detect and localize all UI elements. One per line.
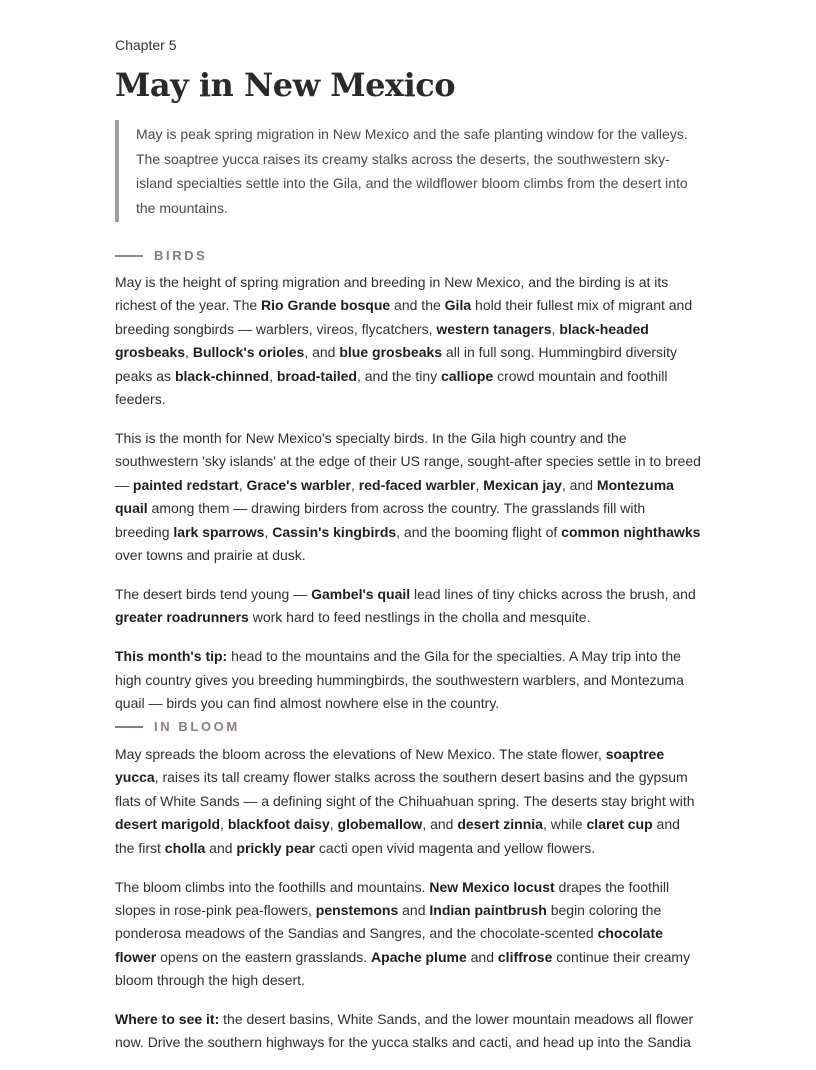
emphasis-text: Rio Grande bosque [261, 297, 391, 314]
text-run: May spreads the bloom across the elevations of New Mexico. The state flower, [115, 746, 606, 762]
text-run: , and [561, 476, 597, 493]
emphasis-text: penstemons [315, 901, 399, 918]
emphasis-text: Gila [444, 297, 472, 314]
bloom-paragraph-1 [115, 743, 703, 860]
text-run: , [269, 367, 277, 384]
text-run: lead lines of tiny chicks across the brush, and [410, 585, 696, 602]
text-run: , raises its tall creamy flower stalks across the southern desert basins and the gypsum flats of White Sands — a defining sight of the Chihuahuan spring. The deserts stay bright with [115, 769, 695, 809]
text-run: , [475, 476, 484, 493]
emphasis-text: desert marigold [115, 816, 221, 833]
text-run: head to the mountains and the Gila for the specialties. A May trip into the high country gives you breeding hummingbirds, the southwestern warblers, and Montezuma quail — birds you can find almost nowhere else in the country. [115, 648, 684, 711]
heading-rule [115, 255, 143, 257]
bloom-paragraph-2 [115, 876, 703, 993]
text-run: , [264, 523, 273, 540]
text-run: and [466, 948, 498, 965]
text-run: and [205, 839, 237, 856]
emphasis-text: prickly pear [236, 839, 316, 856]
birds-tip-paragraph [115, 645, 703, 715]
emphasis-text: desert zinnia [457, 816, 543, 833]
text-run: , and the tiny [356, 367, 442, 384]
emphasis-text: calliope [441, 367, 494, 384]
emphasis-text: This month's tip: [115, 648, 228, 665]
birds-paragraph-3 [115, 583, 703, 630]
text-run: , and [422, 816, 458, 833]
bloom-heading-label: IN BLOOM [154, 719, 240, 734]
text-run: The desert birds tend young — [115, 585, 312, 602]
text-run: all in full song. Hummingbird diversity peaks as [115, 344, 678, 384]
emphasis-text: Apache plume [371, 948, 467, 965]
emphasis-text: broad-tailed [276, 367, 357, 384]
bloom-where-paragraph [115, 1008, 703, 1055]
text-run: begin coloring the ponderosa meadows of the Sandias and Sangres, and the chocolate-scented [115, 901, 662, 942]
emphasis-text: Indian paintbrush [429, 901, 547, 918]
text-run: , [185, 344, 193, 361]
emphasis-text: red-faced warbler [358, 476, 476, 493]
text-run: and [398, 901, 430, 918]
page-title: May in New Mexico [115, 66, 456, 104]
emphasis-text: New Mexico locust [429, 878, 555, 895]
emphasis-text: lark sparrows [173, 523, 265, 540]
emphasis-text: western tanagers [436, 320, 552, 337]
emphasis-text: Bullock's orioles [192, 344, 305, 361]
text-run: cacti open vivid magenta and yellow flowers. [315, 839, 596, 856]
text-run: work hard to feed nestlings in the cholla and mesquite. [248, 609, 591, 626]
intro-quote [115, 120, 703, 222]
emphasis-text: Montezuma quail [115, 476, 674, 517]
text-run: and the [390, 297, 445, 314]
emphasis-text: blue grosbeaks [339, 344, 443, 361]
birds-paragraph-2 [115, 427, 703, 567]
text-run: opens on the eastern grasslands. [156, 948, 372, 965]
text-run: , while [542, 816, 587, 833]
birds-section [115, 271, 703, 731]
text-run: , [351, 476, 359, 493]
emphasis-text: soaptree yucca [115, 746, 665, 786]
text-run: , and the booming flight of [396, 523, 562, 540]
chapter-label: Chapter 5 [115, 37, 177, 53]
text-run: and the first [115, 816, 680, 856]
text-run: May is the height of spring migration and breeding in New Mexico, and the birding is at its richest of the year. The [115, 274, 669, 314]
text-run: among them — drawing birders from across the country. The grasslands fill with breeding [115, 500, 646, 540]
emphasis-text: chocolate flower [115, 925, 663, 965]
text-run: , [238, 476, 247, 493]
birds-paragraph-1 [115, 271, 703, 411]
emphasis-text: Mexican jay [483, 476, 562, 493]
emphasis-text: cliffrose [497, 948, 553, 965]
emphasis-text: cholla [164, 839, 206, 856]
emphasis-text: Grace's warbler [246, 476, 351, 493]
emphasis-text: black-headed grosbeaks [115, 320, 649, 361]
text-run: hold their fullest mix of migrant and breeding songbirds — warblers, vireos, flycatchers, [115, 297, 693, 337]
text-run: , [329, 816, 338, 833]
emphasis-text: black-chinned [174, 367, 270, 384]
emphasis-text: Cassin's kingbirds [272, 523, 397, 540]
text-run: , [551, 320, 560, 337]
text-run: the desert basins, White Sands, and the lower mountain meadows all flower now. Drive the southern highways for the yucca stalks and cacti, and head up into the Sandia [115, 1011, 694, 1051]
text-run: , and [304, 344, 340, 361]
birds-heading-label: BIRDS [154, 248, 208, 263]
emphasis-text: globemallow [337, 816, 423, 833]
emphasis-text: Where to see it: [115, 1011, 220, 1028]
text-run: , [220, 816, 228, 833]
emphasis-text: claret cup [586, 816, 653, 833]
text-run: continue their creamy bloom through the high desert. [115, 948, 691, 989]
text-run: over towns and prairie at dusk. [115, 546, 306, 563]
section-heading-in-bloom [115, 719, 240, 734]
emphasis-text: greater roadrunners [115, 609, 249, 626]
section-heading-birds [115, 248, 207, 263]
heading-rule [115, 726, 143, 728]
text-run: This is the month for New Mexico's specialty birds. In the Gila high country and the southwestern 'sky islands' at the edge of their US range, sought-after species settle in to breed — [115, 429, 701, 493]
intro-text: May is peak spring migration in New Mexico and the safe planting window for the valleys. The soaptree yucca raises its creamy stalks across the deserts, the southwestern sky-island specialties settle into the Gila, and the wildflower bloom climbs from the desert into the mountains. [136, 126, 688, 216]
text-run: The bloom climbs into the foothills and mountains. [115, 878, 430, 895]
emphasis-text: common nighthawks [561, 523, 701, 540]
text-run: drapes the foothill slopes in rose-pink pea-flowers, [115, 878, 670, 918]
emphasis-text: painted redstart [132, 476, 239, 493]
bloom-section [115, 743, 703, 1070]
emphasis-text: Gambel's quail [311, 585, 411, 602]
text-run: crowd mountain and foothill feeders. [115, 367, 668, 408]
emphasis-text: blackfoot daisy [227, 816, 330, 833]
